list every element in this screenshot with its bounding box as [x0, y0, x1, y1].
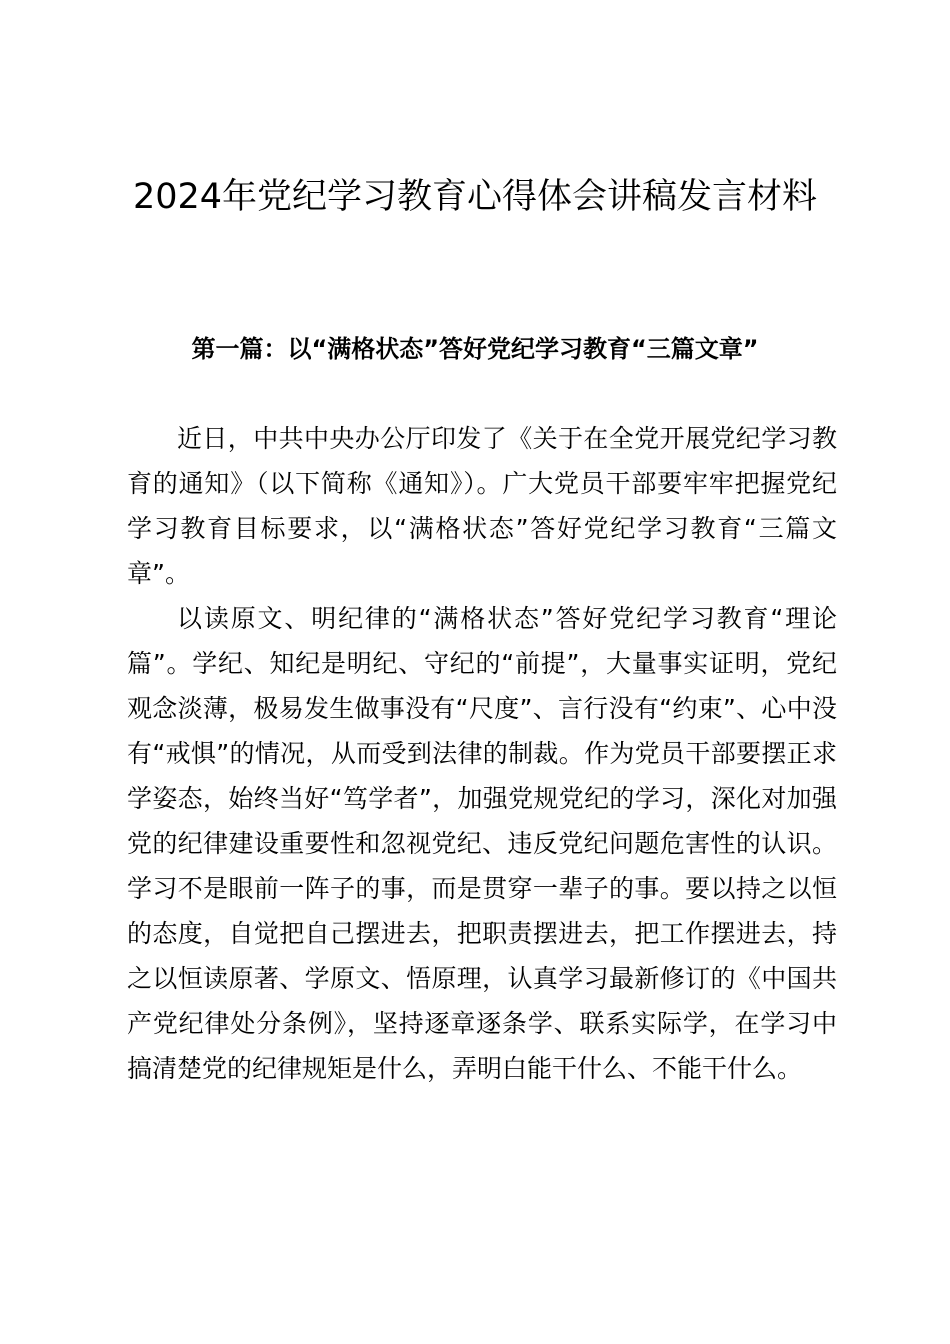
- paragraph-2: 以读原文、明纪律的“满格状态”答好党纪学习教育“理论篇”。学纪、知纪是明纪、守纪的“前提”，大量事实证明，党纪观念淡薄，极易发生做事没有“尺度”、言行没有“约束”、心中没有“戒惧”的情况，从而受到法律的制裁。作为党员干部要摆正求学姿态，始终当好“笃学者”，加强党规党纪的学习，深化对加强党的纪律建设重要性和忽视党纪、违反党纪问题危害性的认识。学习不是眼前一阵子的事，而是贯穿一辈子的事。要以持之以恒的态度，自觉把自己摆进去，把职责摆进去，把工作摆进去，持之以恒读原著、学原文、悟原理，认真学习最新修订的《中国共产党纪律处分条例》，坚持逐章逐条学、联系实际学，在学习中搞清楚党的纪律规矩是什么，弄明白能干什么、不能干什么。: [127, 604, 837, 1083]
- body-text: [127, 416, 837, 1091]
- document-title: 2024年党纪学习教育心得体会讲稿发言材料: [132, 177, 818, 217]
- section-heading: 第一篇：以“满格状态”答好党纪学习教育“三篇文章”: [191, 335, 759, 363]
- paragraph-1: 近日，中共中央办公厅印发了《关于在全党开展党纪学习教育的通知》（以下简称《通知》）。广大党员干部要牢牢把握党纪学习教育目标要求，以“满格状态”答好党纪学习教育“三篇文章”。: [127, 424, 837, 588]
